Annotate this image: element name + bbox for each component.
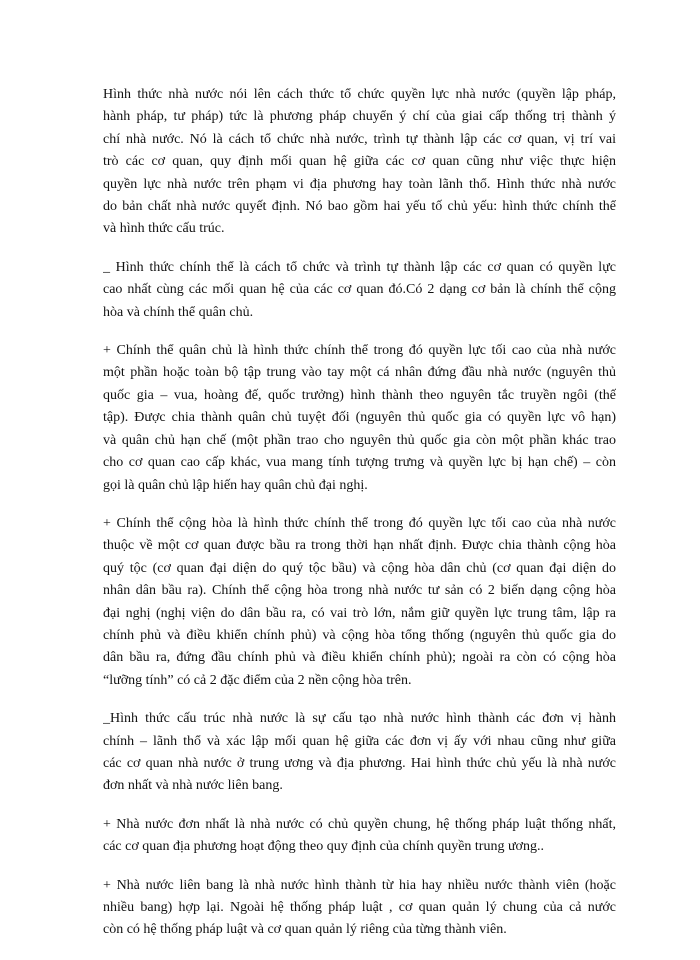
paragraph-line: chính phủ và điều khiển chính phủ) và cộng hòa tổng thống (nguyên thủ quốc gia do	[103, 627, 616, 643]
paragraph-line: hòa và chính thể quân chủ.	[103, 304, 254, 320]
paragraph-line: cho cơ quan cao cấp khác, vua mang tính tượng trưng và quyền lực bị hạn chế) – còn	[103, 455, 616, 471]
paragraph-line: cao nhất cùng các mối quan hệ của các cơ quan đó.Có 2 dạng cơ bản là chính thể cộng	[103, 282, 616, 298]
paragraph-line: và hình thức cấu trúc.	[103, 221, 225, 237]
paragraph-line: Hình thức nhà nước nói lên cách thức tổ chức quyền lực nhà nước (quyền lập pháp,	[103, 87, 616, 102]
paragraph-line: “lưỡng tính” có cả 2 đặc điểm của 2 nền cộng hòa trên.	[103, 672, 412, 688]
paragraph-line: đại nghị (nghị viện do dân bầu ra, có vai trò lớn, nắm giữ quyền lực trung tâm, lập ra	[103, 605, 616, 621]
paragraph-lien-bang	[103, 875, 616, 942]
paragraph-line: chính – lãnh thổ và xác lập mối quan hệ giữa các đơn vị ấy với nhau cũng như giữa	[103, 733, 616, 749]
paragraph-cong-hoa	[103, 513, 616, 692]
paragraph-line: nhân dân bầu ra). Chính thể cộng hòa trong nhà nước tư sản có 2 biến dạng cộng hòa	[103, 583, 616, 599]
paragraph-quan-chu	[103, 340, 616, 497]
paragraph-chinh-the	[103, 257, 616, 324]
paragraph-line: quý tộc (cơ quan đại diện do quý tộc bầu) và cộng hòa dân chủ (cơ quan đại diện do	[103, 560, 616, 576]
paragraph-line: do bản chất nhà nước quyết định. Nó bao gồm hai yếu tố chủ yếu: hình thức chính thể	[103, 199, 616, 215]
paragraph-intro	[103, 84, 616, 241]
paragraph-cau-truc	[103, 708, 616, 798]
paragraph-line: + Chính thể quân chủ là hình thức chính thể trong đó quyền lực tối cao của nhà nước	[103, 343, 616, 359]
paragraph-line: tập). Được chia thành quân chủ tuyệt đối (nguyên thủ quốc gia có quyền lực vô hạn)	[103, 410, 616, 426]
paragraph-line: chí nhà nước. Nó là cách tổ chức nhà nước, trình tự thành lập các cơ quan, vị trí vai	[103, 131, 616, 147]
paragraph-line: _Hình thức cấu trúc nhà nước là sự cấu tạo nhà nước hình thành các đơn vị hành	[103, 711, 616, 727]
paragraph-line: quốc gia – vua, hoàng đế, quốc trưởng) hình thành theo nguyên tắc truyền ngôi (thế	[103, 387, 616, 403]
paragraph-line: và quân chủ hạn chế (một phần trao cho nguyên thủ quốc gia còn một phần khác trao	[103, 432, 616, 448]
paragraph-line: nhiều bang) hợp lại. Ngoài hệ thống pháp luật , cơ quan quản lý chung của cả nước	[103, 900, 616, 915]
paragraph-line: các cơ quan nhà nước ở trung ương và địa phương. Hai hình thức chủ yếu là nhà nước	[103, 755, 616, 771]
paragraph-don-nhat	[103, 814, 616, 859]
paragraph-line: trò các cơ quan, quy định mối quan hệ giữa các cơ quan cũng như việc thực hiện	[103, 154, 616, 170]
paragraph-line: đơn nhất và nhà nước liên bang.	[103, 778, 283, 794]
paragraph-line: còn có hệ thống pháp luật và cơ quan quản lý riêng của từng thành viên.	[103, 922, 507, 938]
paragraph-line: _ Hình thức chính thể là cách tổ chức và trình tự thành lập các cơ quan có quyền lực	[103, 259, 616, 275]
paragraph-line: + Chính thể cộng hòa là hình thức chính thể trong đó quyền lực tối cao của nhà nước	[103, 515, 616, 531]
paragraph-line: + Nhà nước liên bang là nhà nước hình thành từ hia hay nhiều nước thành viên (hoặc	[103, 877, 616, 893]
paragraph-line: hành pháp, tư pháp) tức là phương pháp chuyển ý chí của giai cấp thống trị thành ý	[103, 109, 616, 125]
paragraph-line: quyền lực nhà nước trên phạm vi địa phương hay toàn lãnh thổ. Hình thức nhà nước	[103, 176, 616, 192]
paragraph-line: thuộc về một cơ quan được bầu ra trong thời hạn nhất định. Được chia thành cộng hòa	[103, 538, 616, 554]
paragraph-line: dân bầu ra, đứng đầu chính phủ và điều khiển chính phủ); ngoài ra còn có cộng hòa	[103, 650, 616, 666]
paragraph-line: các cơ quan địa phương hoạt động theo quy định của chính quyền trung ương..	[103, 839, 544, 855]
paragraph-line: gọi là quân chủ lập hiến hay quân chủ đại nghị.	[103, 477, 368, 493]
paragraph-line: + Nhà nước đơn nhất là nhà nước có chủ quyền chung, hệ thống pháp luật thống nhất,	[103, 816, 616, 832]
paragraph-line: một phần hoặc toàn bộ tập trung vào tay một cá nhân đứng đầu nhà nước (nguyên thủ	[103, 365, 616, 381]
document-body	[103, 84, 616, 958]
